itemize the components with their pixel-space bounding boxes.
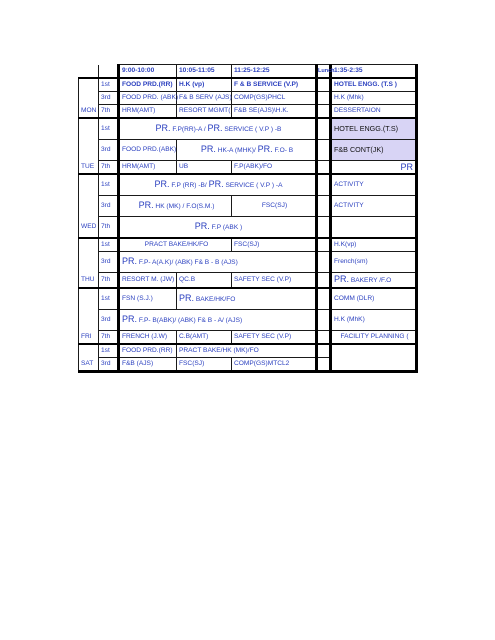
sem-cell: 3rd bbox=[99, 310, 119, 331]
class-cell: H.K (Mhk) bbox=[331, 92, 417, 105]
class-cell: SAFETY SEC (V.P) bbox=[232, 273, 317, 289]
table-row bbox=[79, 238, 417, 252]
lunch-cell bbox=[317, 174, 331, 196]
sem-cell: 7th bbox=[99, 217, 119, 239]
table-row bbox=[79, 174, 417, 196]
class-cell: F & B SERVICE (V.P) bbox=[232, 78, 317, 92]
pr-label: PR. bbox=[194, 221, 210, 231]
sem-cell: 7th bbox=[99, 331, 119, 345]
lunch-cell bbox=[317, 92, 331, 105]
class-cell: C.B(AMT) bbox=[177, 331, 232, 345]
class-cell: UB bbox=[177, 161, 232, 175]
class-cell: FSC(SJ) bbox=[232, 238, 317, 252]
class-cell: HRM(AMT) bbox=[119, 105, 177, 119]
class-cell: RESORT MGMT( bbox=[177, 105, 232, 119]
sem-cell: 3rd bbox=[99, 358, 119, 372]
sem-cell: 1st bbox=[99, 78, 119, 92]
practical-text: BAKERY /F.O bbox=[349, 277, 392, 284]
pr-label: PR. bbox=[154, 179, 170, 189]
sem-cell: 1st bbox=[99, 118, 119, 140]
practical-text: HK (MK) / F.O(S.M.) bbox=[153, 203, 215, 210]
lunch-cell bbox=[317, 310, 331, 331]
practical-text: F.P (ABK ) bbox=[209, 224, 243, 231]
lunch-cell bbox=[317, 196, 331, 217]
class-cell: QC.B bbox=[177, 273, 232, 289]
lunch-header: Lunch bbox=[317, 65, 331, 79]
practical-text: F.P- A(A.K)/ (ABK) F& B - B (AJS) bbox=[137, 259, 238, 266]
class-cell: FSC(SJ) bbox=[177, 358, 232, 372]
class-cell: FRENCH (J.W) bbox=[119, 331, 177, 345]
practical-text: SERVICE ( V.P ) -B bbox=[222, 126, 282, 133]
lunch-cell bbox=[317, 118, 331, 140]
practical-text: BAKE/HK/FO bbox=[194, 296, 236, 303]
lunch-cell bbox=[317, 105, 331, 119]
practical-cell bbox=[119, 174, 317, 196]
practical-cell bbox=[331, 273, 417, 289]
table-row bbox=[79, 196, 417, 217]
class-cell: HOTEL ENGG. (T.S ) bbox=[331, 78, 417, 92]
sem-header bbox=[99, 65, 119, 79]
table-row bbox=[79, 105, 417, 119]
sem-cell: 3rd bbox=[99, 196, 119, 217]
day-label: TUE bbox=[79, 161, 99, 175]
practical-cell bbox=[177, 288, 317, 310]
day-cell bbox=[79, 196, 99, 217]
header-row bbox=[79, 65, 417, 79]
class-cell: H.K(vp) bbox=[331, 238, 417, 252]
class-cell: FSN (S.J.) bbox=[119, 288, 177, 310]
sem-cell: 7th bbox=[99, 273, 119, 289]
day-cell bbox=[79, 252, 99, 273]
table-row bbox=[79, 161, 417, 175]
period-3-header: 11:25-12:25 bbox=[232, 65, 317, 79]
day-label: MON bbox=[79, 105, 99, 119]
day-cell bbox=[79, 344, 99, 358]
class-cell: COMM (DLR) bbox=[331, 288, 417, 310]
class-cell: COMP(GS)MTCL2 bbox=[232, 358, 317, 372]
sem-cell: 7th bbox=[99, 161, 119, 175]
lunch-cell bbox=[317, 344, 331, 358]
class-cell: F& B SERV (AJS) bbox=[177, 92, 232, 105]
table-row bbox=[79, 140, 417, 161]
practical-cell bbox=[177, 140, 317, 161]
lunch-cell bbox=[317, 140, 331, 161]
table-row bbox=[79, 273, 417, 289]
pr-label: PR. bbox=[179, 293, 195, 303]
sem-cell: 1st bbox=[99, 174, 119, 196]
lunch-cell bbox=[317, 273, 331, 289]
sem-cell: 1st bbox=[99, 288, 119, 310]
day-cell bbox=[79, 288, 99, 310]
class-cell: SAFETY SEC (V.P) bbox=[232, 331, 317, 345]
pr-label: PR. bbox=[334, 274, 350, 284]
class-cell: DESSERTAION bbox=[331, 105, 417, 119]
class-cell: F&B SE(AJS)\H.K. bbox=[232, 105, 317, 119]
pr-label: PR. bbox=[122, 314, 138, 324]
day-cell bbox=[79, 310, 99, 331]
lunch-cell bbox=[317, 288, 331, 310]
class-cell: FSC(SJ) bbox=[232, 196, 317, 217]
day-header bbox=[79, 65, 99, 79]
class-cell: ACTIVITY bbox=[331, 196, 417, 217]
table-row bbox=[79, 344, 417, 358]
class-cell: HRM(AMT) bbox=[119, 161, 177, 175]
class-cell-highlighted: F&B CONT(JK) bbox=[331, 140, 417, 161]
day-label: THU bbox=[79, 273, 99, 289]
sem-cell: 3rd bbox=[99, 92, 119, 105]
practical-cell bbox=[119, 217, 317, 239]
lunch-cell bbox=[317, 238, 331, 252]
day-label: SAT bbox=[79, 358, 99, 372]
class-cell: French(sm) bbox=[331, 252, 417, 273]
lunch-cell bbox=[317, 78, 331, 92]
practical-text: F.P (RR) -B/ bbox=[169, 182, 209, 189]
practical-text: F.P(RR)-A / bbox=[170, 126, 208, 133]
day-cell bbox=[79, 92, 99, 105]
class-cell: H.K (MhK) bbox=[331, 310, 417, 331]
lunch-cell bbox=[317, 331, 331, 345]
table-row bbox=[79, 217, 417, 239]
table-row bbox=[79, 310, 417, 331]
practical-text: F.P- B(ABK)/ (ABK) F& B - A/ (AJS) bbox=[137, 317, 243, 324]
table-row bbox=[79, 118, 417, 140]
pr-label: PR. bbox=[155, 123, 171, 133]
class-cell bbox=[331, 344, 417, 372]
practical-cell bbox=[119, 252, 317, 273]
class-cell: F.P(ABK)/FO bbox=[232, 161, 317, 175]
pr-label: PR. bbox=[138, 200, 154, 210]
class-cell: FOOD PRD. (ABK) bbox=[119, 92, 177, 105]
sem-cell: 3rd bbox=[99, 252, 119, 273]
class-cell: COMP(GS)PHCL bbox=[232, 92, 317, 105]
lunch-cell bbox=[317, 161, 331, 175]
practical-text: HK-A (MHK)/ bbox=[215, 147, 258, 154]
table-row bbox=[79, 288, 417, 310]
timetable bbox=[78, 64, 416, 367]
day-label: WED bbox=[79, 217, 99, 239]
practical-text: SERVICE ( V.P ) -A bbox=[223, 182, 283, 189]
lunch-cell bbox=[317, 358, 331, 372]
pr-label: PR. bbox=[122, 256, 138, 266]
sem-cell: 1st bbox=[99, 238, 119, 252]
practical-cell bbox=[119, 310, 317, 331]
class-cell: FOOD PRD.(ABK) bbox=[119, 140, 177, 161]
pr-label: PR. bbox=[200, 144, 216, 154]
day-cell bbox=[79, 174, 99, 196]
practical-cell bbox=[119, 196, 232, 217]
table-row bbox=[79, 92, 417, 105]
practical-cell bbox=[119, 118, 317, 140]
pr-label: PR. bbox=[257, 144, 273, 154]
class-cell bbox=[331, 217, 417, 239]
class-cell: ACTIVITY bbox=[331, 174, 417, 196]
class-cell-highlighted: HOTEL ENGG.(T.S) bbox=[331, 118, 417, 140]
class-cell: FACILITY PLANNING ( bbox=[331, 331, 417, 345]
class-cell: H.K (vp) bbox=[177, 78, 232, 92]
pr-label: PR. bbox=[207, 123, 223, 133]
day-cell bbox=[79, 238, 99, 252]
table-row bbox=[79, 331, 417, 345]
practical-text: F.O- B bbox=[272, 147, 294, 154]
day-cell bbox=[79, 118, 99, 140]
practical-cell: PRACT BAKE/HK/FO bbox=[119, 238, 232, 252]
class-cell: PR bbox=[331, 161, 417, 175]
class-cell: FOOD PRD.(RR) bbox=[119, 344, 177, 358]
period-1-header: 9:00-10:00 bbox=[119, 65, 177, 79]
lunch-cell bbox=[317, 217, 331, 239]
day-cell bbox=[79, 78, 99, 92]
lunch-cell bbox=[317, 252, 331, 273]
class-cell: FOOD PRD.(RR) bbox=[119, 78, 177, 92]
day-cell bbox=[79, 140, 99, 161]
table-row bbox=[79, 78, 417, 92]
period-4-header: 1:35-2:35 bbox=[331, 65, 417, 79]
day-label: FRI bbox=[79, 331, 99, 345]
period-2-header: 10:05-11:05 bbox=[177, 65, 232, 79]
class-cell: RESORT M. (JW) bbox=[119, 273, 177, 289]
sem-cell: 7th bbox=[99, 105, 119, 119]
class-cell: F&B (AJS) bbox=[119, 358, 177, 372]
sem-cell: 1st bbox=[99, 344, 119, 358]
sem-cell: 3rd bbox=[99, 140, 119, 161]
timetable-grid bbox=[78, 64, 418, 373]
practical-cell: PRACT BAKE/HK (MK)/FO bbox=[177, 344, 317, 358]
table-row bbox=[79, 252, 417, 273]
pr-label: PR. bbox=[208, 179, 224, 189]
